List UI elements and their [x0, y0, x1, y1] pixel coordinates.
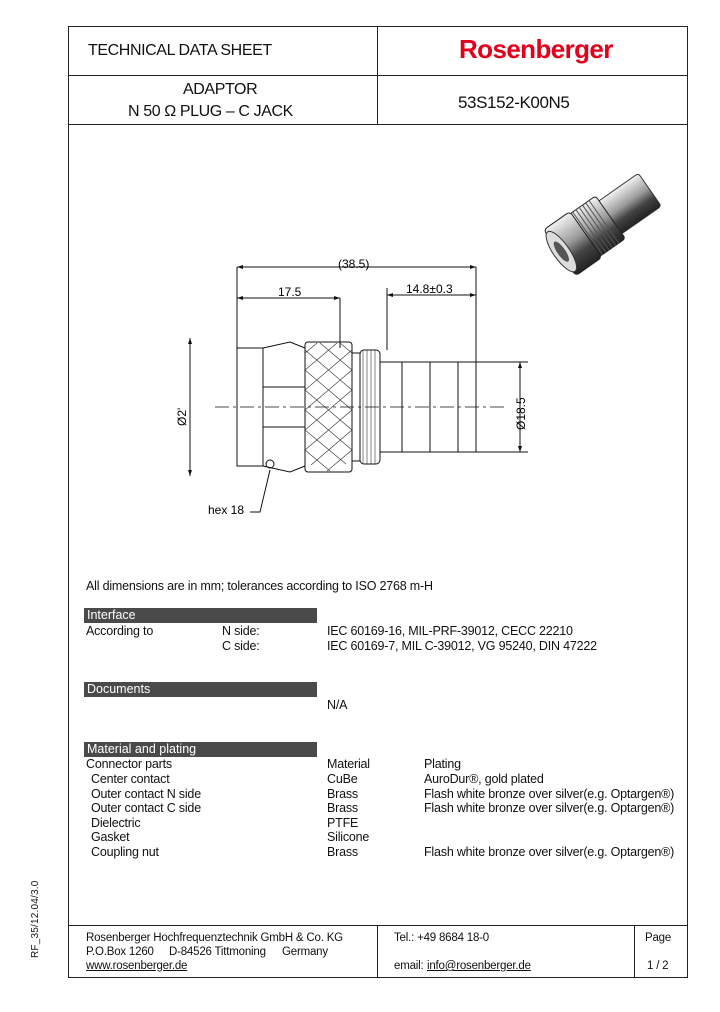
footer-pobox: P.O.Box 1260 [86, 946, 154, 958]
part-material: Brass [327, 845, 358, 859]
header-col-divider [377, 26, 378, 124]
footer-company: Rosenberger Hochfrequenztechnik GmbH & Co. KG [86, 932, 343, 944]
part-material: CuBe [327, 772, 358, 786]
page-number: 1 / 2 [647, 960, 669, 972]
side-document-code: RF_35/12.04/3.0 [30, 880, 41, 958]
part-name: Outer contact N side [91, 787, 201, 801]
dim-jack-length: 14.8±0.3 [406, 282, 453, 296]
page-label: Page [645, 932, 672, 944]
product-title-line2: N 50 Ω PLUG – C JACK [128, 103, 293, 120]
part-name: Dielectric [91, 816, 141, 830]
col-header-material: Material [327, 757, 370, 771]
part-material: Brass [327, 801, 358, 815]
part-name: Coupling nut [91, 845, 159, 859]
footer-country: Germany [282, 946, 328, 958]
n-side-value: IEC 60169-16, MIL-PRF-39012, CECC 22210 [327, 624, 573, 638]
part-name: Outer contact C side [91, 801, 201, 815]
footer-col-divider-2 [634, 925, 635, 977]
part-name: Center contact [91, 772, 170, 786]
part-material: PTFE [327, 816, 359, 830]
part-plating: AuroDur®, gold plated [424, 772, 544, 786]
col-header-parts: Connector parts [86, 757, 172, 771]
footer-email-link[interactable]: info@rosenberger.de [427, 960, 531, 972]
part-plating: Flash white bronze over silver(e.g. Optargen®) [424, 787, 675, 801]
n-side-label: N side: [222, 624, 260, 638]
product-photo [540, 150, 670, 290]
footer-website-link[interactable]: www.rosenberger.de [86, 960, 188, 972]
part-plating: Flash white bronze over silver(e.g. Optargen®) [424, 801, 675, 815]
hex-label: hex 18 [208, 503, 245, 517]
section-title-material: Material and plating [87, 742, 197, 756]
footer-tel: Tel.: +49 8684 18-0 [394, 932, 489, 944]
dim-overall-length: (38.5) [338, 257, 370, 271]
footer-email-label: email: [394, 960, 424, 972]
doc-type: TECHNICAL DATA SHEET [88, 42, 272, 59]
footer-city: D-84526 Tittmoning [169, 946, 266, 958]
section-title-documents: Documents [87, 682, 151, 696]
part-material: Brass [327, 787, 358, 801]
technical-drawing [170, 250, 550, 530]
brand-logo: Rosenberger [459, 34, 613, 64]
dim-left-diameter: Ø2' [175, 407, 189, 426]
dim-plug-length: 17.5 [278, 285, 302, 299]
footer-col-divider-1 [377, 925, 378, 977]
product-title-line1: ADAPTOR [183, 81, 258, 98]
documents-value: N/A [327, 698, 348, 712]
part-number: 53S152-K00N5 [458, 93, 570, 112]
c-side-label: C side: [222, 639, 260, 653]
part-plating: Flash white bronze over silver(e.g. Optargen®) [424, 845, 675, 859]
section-title-interface: Interface [87, 608, 136, 622]
general-note: All dimensions are in mm; tolerances according to ISO 2768 m-H [86, 579, 433, 593]
part-material: Silicone [327, 830, 370, 844]
header-divider-2 [68, 124, 687, 125]
dim-right-diameter: Ø18.5 [514, 397, 528, 430]
part-name: Gasket [91, 830, 130, 844]
according-to-label: According to [86, 624, 154, 638]
col-header-plating: Plating [424, 757, 461, 771]
c-side-value: IEC 60169-7, MIL C-39012, VG 95240, DIN 47222 [327, 639, 597, 653]
